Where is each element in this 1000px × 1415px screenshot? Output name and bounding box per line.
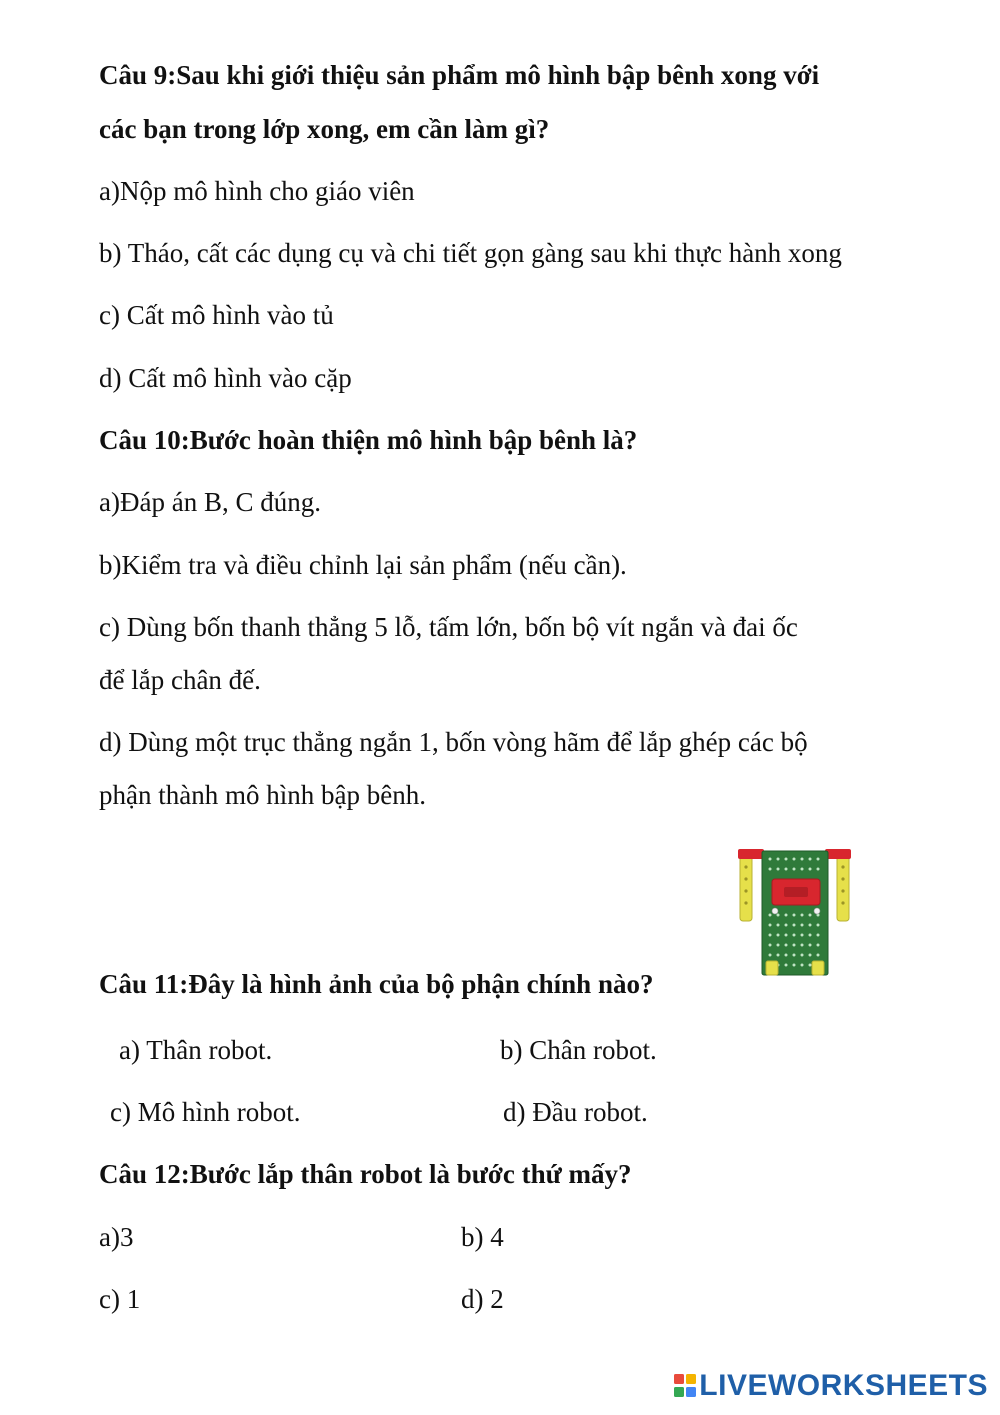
q9-option-a[interactable]: a)Nộp mô hình cho giáo viên [99, 176, 415, 206]
robot-left-bracket [738, 849, 764, 859]
liveworksheets-logo-icon [673, 1373, 697, 1399]
q10-option-d-line1[interactable]: d) Dùng một trục thẳng ngắn 1, bốn vòng hãm để lắp ghép các bộ [99, 727, 808, 757]
q10-option-c-line2[interactable]: để lắp chân đế. [99, 665, 261, 695]
q12-option-d[interactable]: d) 2 [461, 1284, 504, 1314]
q9-title-line2: các bạn trong lớp xong, em cần làm gì? [99, 114, 550, 144]
q11-option-c[interactable]: c) Mô hình robot. [110, 1097, 301, 1127]
q9-option-c[interactable]: c) Cất mô hình vào tủ [99, 300, 334, 330]
q10-option-c-line1[interactable]: c) Dùng bốn thanh thẳng 5 lỗ, tấm lớn, bốn bộ vít ngắn và đai ốc [99, 612, 798, 642]
q10-option-d-line2[interactable]: phận thành mô hình bập bênh. [99, 780, 426, 810]
q11-title: Câu 11:Đây là hình ảnh của bộ phận chính nào? [99, 969, 654, 999]
robot-right-foot [812, 961, 824, 975]
robot-left-arm [740, 853, 752, 921]
q9-option-d[interactable]: d) Cất mô hình vào cặp [99, 363, 352, 393]
q9-title-line1: Câu 9:Sau khi giới thiệu sản phẩm mô hình bập bênh xong với [99, 60, 820, 90]
robot-right-bracket [825, 849, 851, 859]
liveworksheets-brand-text: LIVEWORKSHEETS [699, 1369, 988, 1402]
robot-left-foot [766, 961, 778, 975]
q11-option-a[interactable]: a) Thân robot. [119, 1035, 273, 1065]
q10-option-b[interactable]: b)Kiểm tra và điều chỉnh lại sản phẩm (nếu cần). [99, 550, 627, 580]
q12-option-b[interactable]: b) 4 [461, 1222, 504, 1252]
q12-option-c[interactable]: c) 1 [99, 1284, 141, 1314]
q10-option-a[interactable]: a)Đáp án B, C đúng. [99, 487, 321, 517]
q12-title: Câu 12:Bước lắp thân robot là bước thứ mấy? [99, 1159, 632, 1189]
q11-option-b[interactable]: b) Chân robot. [500, 1035, 657, 1065]
q9-option-b[interactable]: b) Tháo, cất các dụng cụ và chi tiết gọn gàng sau khi thực hành xong [99, 238, 842, 268]
liveworksheets-logo[interactable] [673, 1369, 988, 1403]
q12-option-a[interactable]: a)3 [99, 1222, 134, 1252]
robot-right-arm [837, 853, 849, 921]
robot-body-image [728, 843, 863, 993]
q10-title: Câu 10:Bước hoàn thiện mô hình bập bênh là? [99, 425, 638, 455]
q11-option-d[interactable]: d) Đầu robot. [503, 1097, 648, 1127]
